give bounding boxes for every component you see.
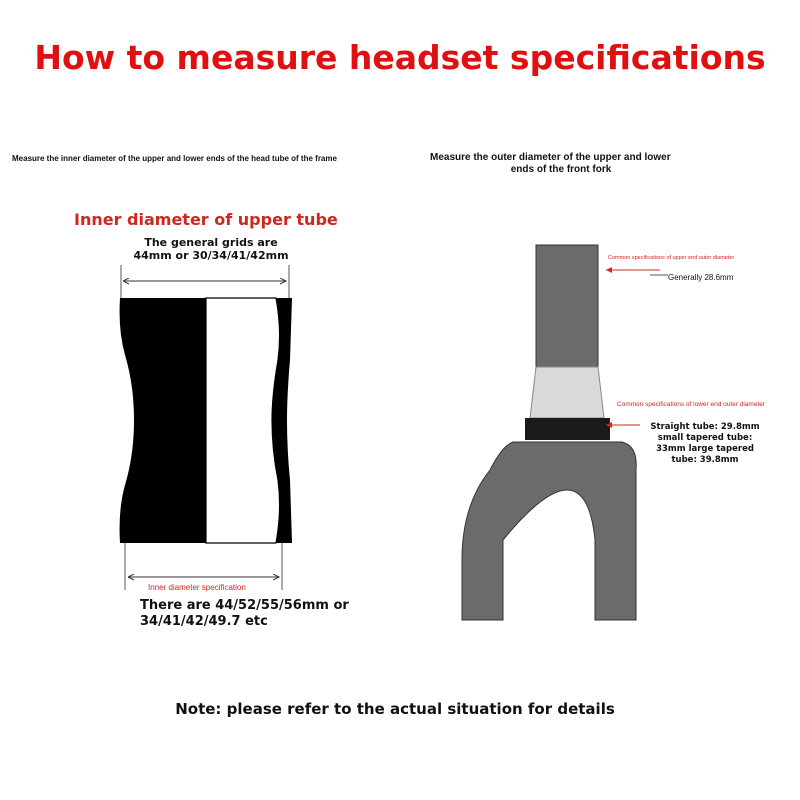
lower-spec-line-2: small tapered tube:: [657, 433, 753, 443]
upper-grids-line-2: 44mm or 30/34/41/42mm: [133, 249, 289, 262]
frame-caption: Measure the inner diameter of the upper and lower ends of the head tube of the frame: [12, 154, 337, 163]
fork-crown-and-legs: [462, 442, 636, 620]
fork-crown-race: [525, 418, 610, 440]
steerer-tube: [536, 245, 598, 367]
sizes-line-1: There are 44/52/55/56mm or: [140, 598, 349, 613]
lower-end-spec-label: Common specifications of lower end outer diameter: [616, 401, 766, 408]
footer-note: Note: please refer to the actual situation for details: [175, 700, 615, 718]
fork-caption: [430, 152, 710, 176]
upper-end-spec-label: Common specifications of upper end outer diameter: [608, 255, 735, 261]
head-tube-black-side: [120, 298, 206, 543]
lower-spec-line-1: Straight tube: 29.8mm: [650, 422, 760, 432]
lower-spec-line-3: 33mm large tapered: [656, 444, 754, 454]
head-tube-white-section: [206, 298, 280, 543]
lower-end-spec-values: [640, 422, 770, 466]
fork-caption-line-2: ends of the front fork: [510, 164, 612, 175]
sizes-line-2: 34/41/42/49.7 etc: [140, 614, 268, 629]
upper-grids-line-1: The general grids are: [144, 236, 278, 249]
inner-diameter-sizes: [140, 598, 440, 630]
fork-caption-line-1: Measure the outer diameter of the upper and lower: [430, 152, 671, 163]
page-title: How to measure headset specifications: [34, 38, 766, 77]
fork-drawing: [462, 245, 668, 620]
lower-spec-line-4: tube: 39.8mm: [671, 455, 739, 465]
upper-end-spec-value: Generally 28.6mm: [668, 273, 734, 282]
head-tube-drawing: [120, 265, 292, 590]
fork-transition-cone: [530, 367, 604, 418]
upper-tube-label: Inner diameter of upper tube: [74, 210, 338, 229]
inner-diameter-spec-label: Inner diameter specification: [148, 583, 246, 592]
